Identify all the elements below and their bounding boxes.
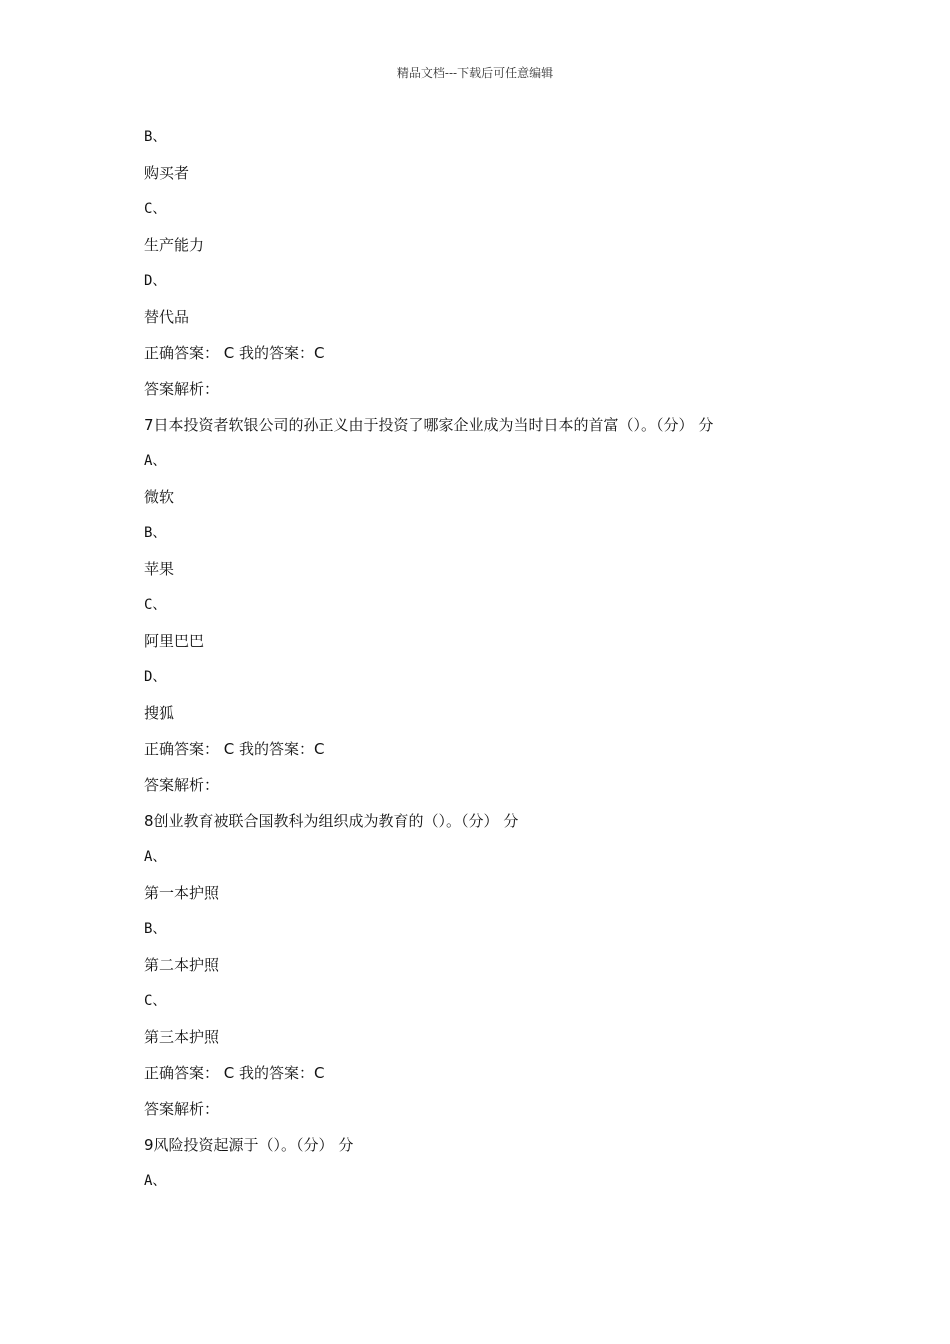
option-letter: A、 [144,849,167,865]
option-letter: D、 [144,273,167,289]
option-letter: A、 [144,1173,167,1189]
question-9: 9风险投资起源于（）。（分） 分 [144,1136,354,1154]
option-text: 苹果 [144,560,175,578]
answer-analysis: 答案解析： [144,1100,220,1118]
option-text: 第一本护照 [144,884,220,902]
answer-line: 正确答案： C 我的答案：C [144,740,325,758]
option-text: 购买者 [144,164,190,182]
answer-line: 正确答案： C 我的答案：C [144,344,325,362]
option-letter: C、 [144,993,167,1009]
option-text: 第二本护照 [144,956,220,974]
option-text: 微软 [144,488,175,506]
option-letter: C、 [144,201,167,217]
option-letter: B、 [144,525,167,541]
page-header: 精品文档---下载后可任意编辑 [396,66,554,80]
answer-line: 正确答案： C 我的答案：C [144,1064,325,1082]
option-text: 搜狐 [144,704,175,722]
question-8: 8创业教育被联合国教科为组织成为教育的（）。（分） 分 [144,812,519,830]
question-7: 7日本投资者软银公司的孙正义由于投资了哪家企业成为当时日本的首富（）。（分） 分 [144,416,714,434]
option-text: 生产能力 [144,236,205,254]
answer-analysis: 答案解析： [144,380,220,398]
answer-analysis: 答案解析： [144,776,220,794]
option-letter: B、 [144,129,167,145]
option-text: 第三本护照 [144,1028,220,1046]
option-letter: A、 [144,453,167,469]
document-body [144,126,824,1206]
option-letter: D、 [144,669,167,685]
option-text: 替代品 [144,308,190,326]
option-letter: B、 [144,921,167,937]
option-letter: C、 [144,597,167,613]
option-text: 阿里巴巴 [144,632,205,650]
